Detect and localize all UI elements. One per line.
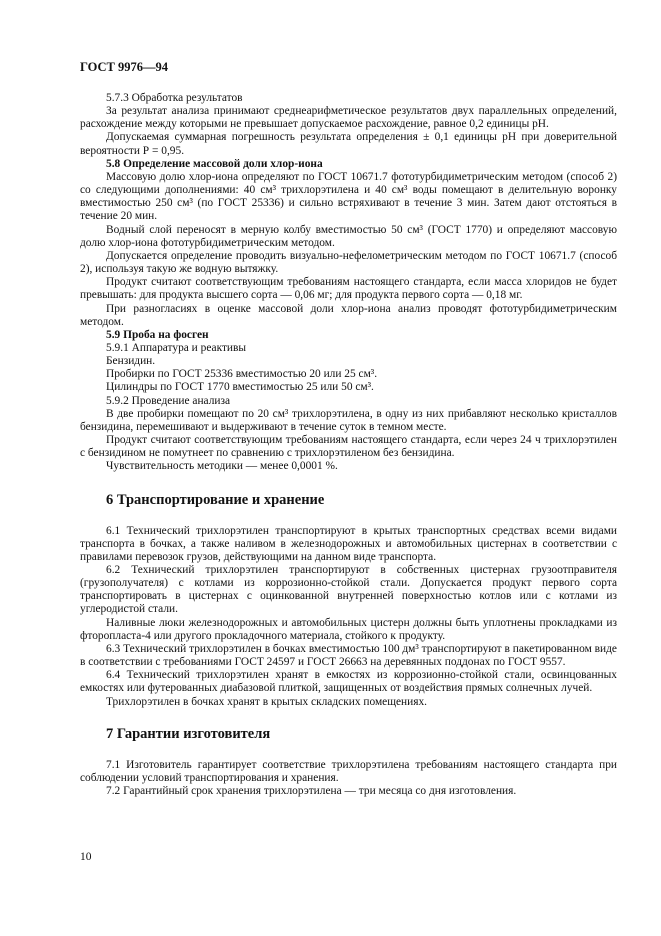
paragraph: Продукт считают соответствующим требованиям настоящего стандарта, если через 24 ч трихлорэтилен с бензидином не помутнеет по сравнению с трихлорэтиленом без бензидина. <box>80 434 617 460</box>
paragraph: Цилиндры по ГОСТ 1770 вместимостью 25 или 50 см³. <box>106 381 374 394</box>
subsection-heading <box>80 158 617 171</box>
paragraph: Трихлорэтилен в бочках хранят в крытых складских помещениях. <box>106 695 428 708</box>
paragraph: 6.1 Технический трихлорэтилен транспортируют в крытых транспортных средствах всеми видами транспорта в бочках, а также наливом в железнодорожных и автомобильных цистернах в соответствии с правилами перевозок грузов, действующими на данном виде транспорта. <box>80 524 617 563</box>
paragraph: Водный слой переносят в мерную колбу вместимостью 50 см³ (ГОСТ 1770) и определяют массовую долю хлор-иона фототурбидиметрическим методом. <box>80 223 617 249</box>
page-number: 10 <box>80 851 92 863</box>
paragraph: 6.3 Технический трихлорэтилен в бочках вместимостью 100 дм³ транспортируют в пакетированном виде в соответствии с требованиями ГОСТ 24597 и ГОСТ 26663 на деревянных поддонах по ГОСТ 9557. <box>80 642 617 669</box>
section-heading-6: 6 Транспортирование и хранение <box>106 491 325 508</box>
paragraph: Продукт считают соответствующим требованиям настоящего стандарта, если масса хлоридов не будет превышать: для продукта высшего сорта — 0,06 мг; для продукта первого сорта — 0,18 мг. <box>80 276 617 302</box>
paragraph: 6.2 Технический трихлорэтилен транспортируют в собственных цистернах грузоотправителя (грузополучателя) с котлами из коррозионно-стойкой стали. Допускается продукт первого сорта транспортировать в цистернах с оцинкованной внутренней поверхностью котлов или с котлами из углеродистой стали. <box>80 564 617 616</box>
paragraph: При разногласиях в оценке массовой доли хлор-иона анализ проводят фототурбидиметрическим методом. <box>80 302 617 328</box>
paragraph: Чувствительность методики — менее 0,0001 %. <box>106 460 338 473</box>
paragraph: Наливные люки железнодорожных и автомобильных цистерн должны быть уплотнены прокладками из фторопласта-4 или другого прокладочного материала, стойкого к продукту. <box>80 616 617 642</box>
paragraph: 6.4 Технический трихлорэтилен хранят в емкостях из коррозионно-стойкой стали, освинцованных емкостях или футерованных диабазовой плиткой, защищенных от воздействия прямых солнечных лучей. <box>80 669 617 695</box>
paragraph: 5.9.1 Аппаратура и реактивы <box>106 341 247 354</box>
section-heading-7: 7 Гарантии изготовителя <box>106 725 271 742</box>
subsection-heading <box>80 329 617 342</box>
paragraph: Допускается определение проводить визуально-нефелометрическим методом по ГОСТ 10671.7 (способ 2), используя такую же водную вытяжку. <box>80 249 617 276</box>
document-header: ГОСТ 9976—94 <box>80 60 169 74</box>
paragraph: За результат анализа принимают среднеарифметическое результатов двух параллельных определений, расхождение между которыми не превышает допускаемое расхождение, равное 0,2 единицы рН. <box>80 105 617 131</box>
subsection-heading-text: 5.8 Определение массовой доли хлор-иона <box>106 157 323 170</box>
paragraph: Пробирки по ГОСТ 25336 вместимостью 20 или 25 см³. <box>106 368 378 381</box>
subsection-heading-text: 5.9 Проба на фосген <box>106 328 209 341</box>
paragraph: Бензидин. <box>106 355 156 368</box>
paragraph: Допускаемая суммарная погрешность результата определения ± 0,1 единицы рН при доверительной вероятности Р = 0,95. <box>80 131 617 157</box>
paragraph: Массовую долю хлор-иона определяют по ГОСТ 10671.7 фототурбидиметрическим методом (способ 2) со следующими дополнениями: 40 см³ трихлорэтилена и 40 см³ воды помещают в делительную воронку вместимостью 250 см³ (по ГОСТ 25336) и сильно встряхивают в течение 3 мин. Затем дают отстояться в течение 20 мин. <box>80 170 617 223</box>
paragraph: В две пробирки помещают по 20 см³ трихлорэтилена, в одну из них прибавляют несколько кристаллов бензидина, перемешивают и выдерживают в течение суток в темном месте. <box>80 407 617 433</box>
paragraph: 7.2 Гарантийный срок хранения трихлорэтилена — три месяца со дня изготовления. <box>106 785 517 798</box>
paragraph: 7.1 Изготовитель гарантирует соответствие трихлорэтилена требованиям настоящего стандарта при соблюдении условий транспортирования и хранения. <box>80 758 617 784</box>
paragraph: 5.7.3 Обработка результатов <box>106 92 243 104</box>
document-body <box>80 92 617 798</box>
paragraph: 5.9.2 Проведение анализа <box>106 394 231 407</box>
